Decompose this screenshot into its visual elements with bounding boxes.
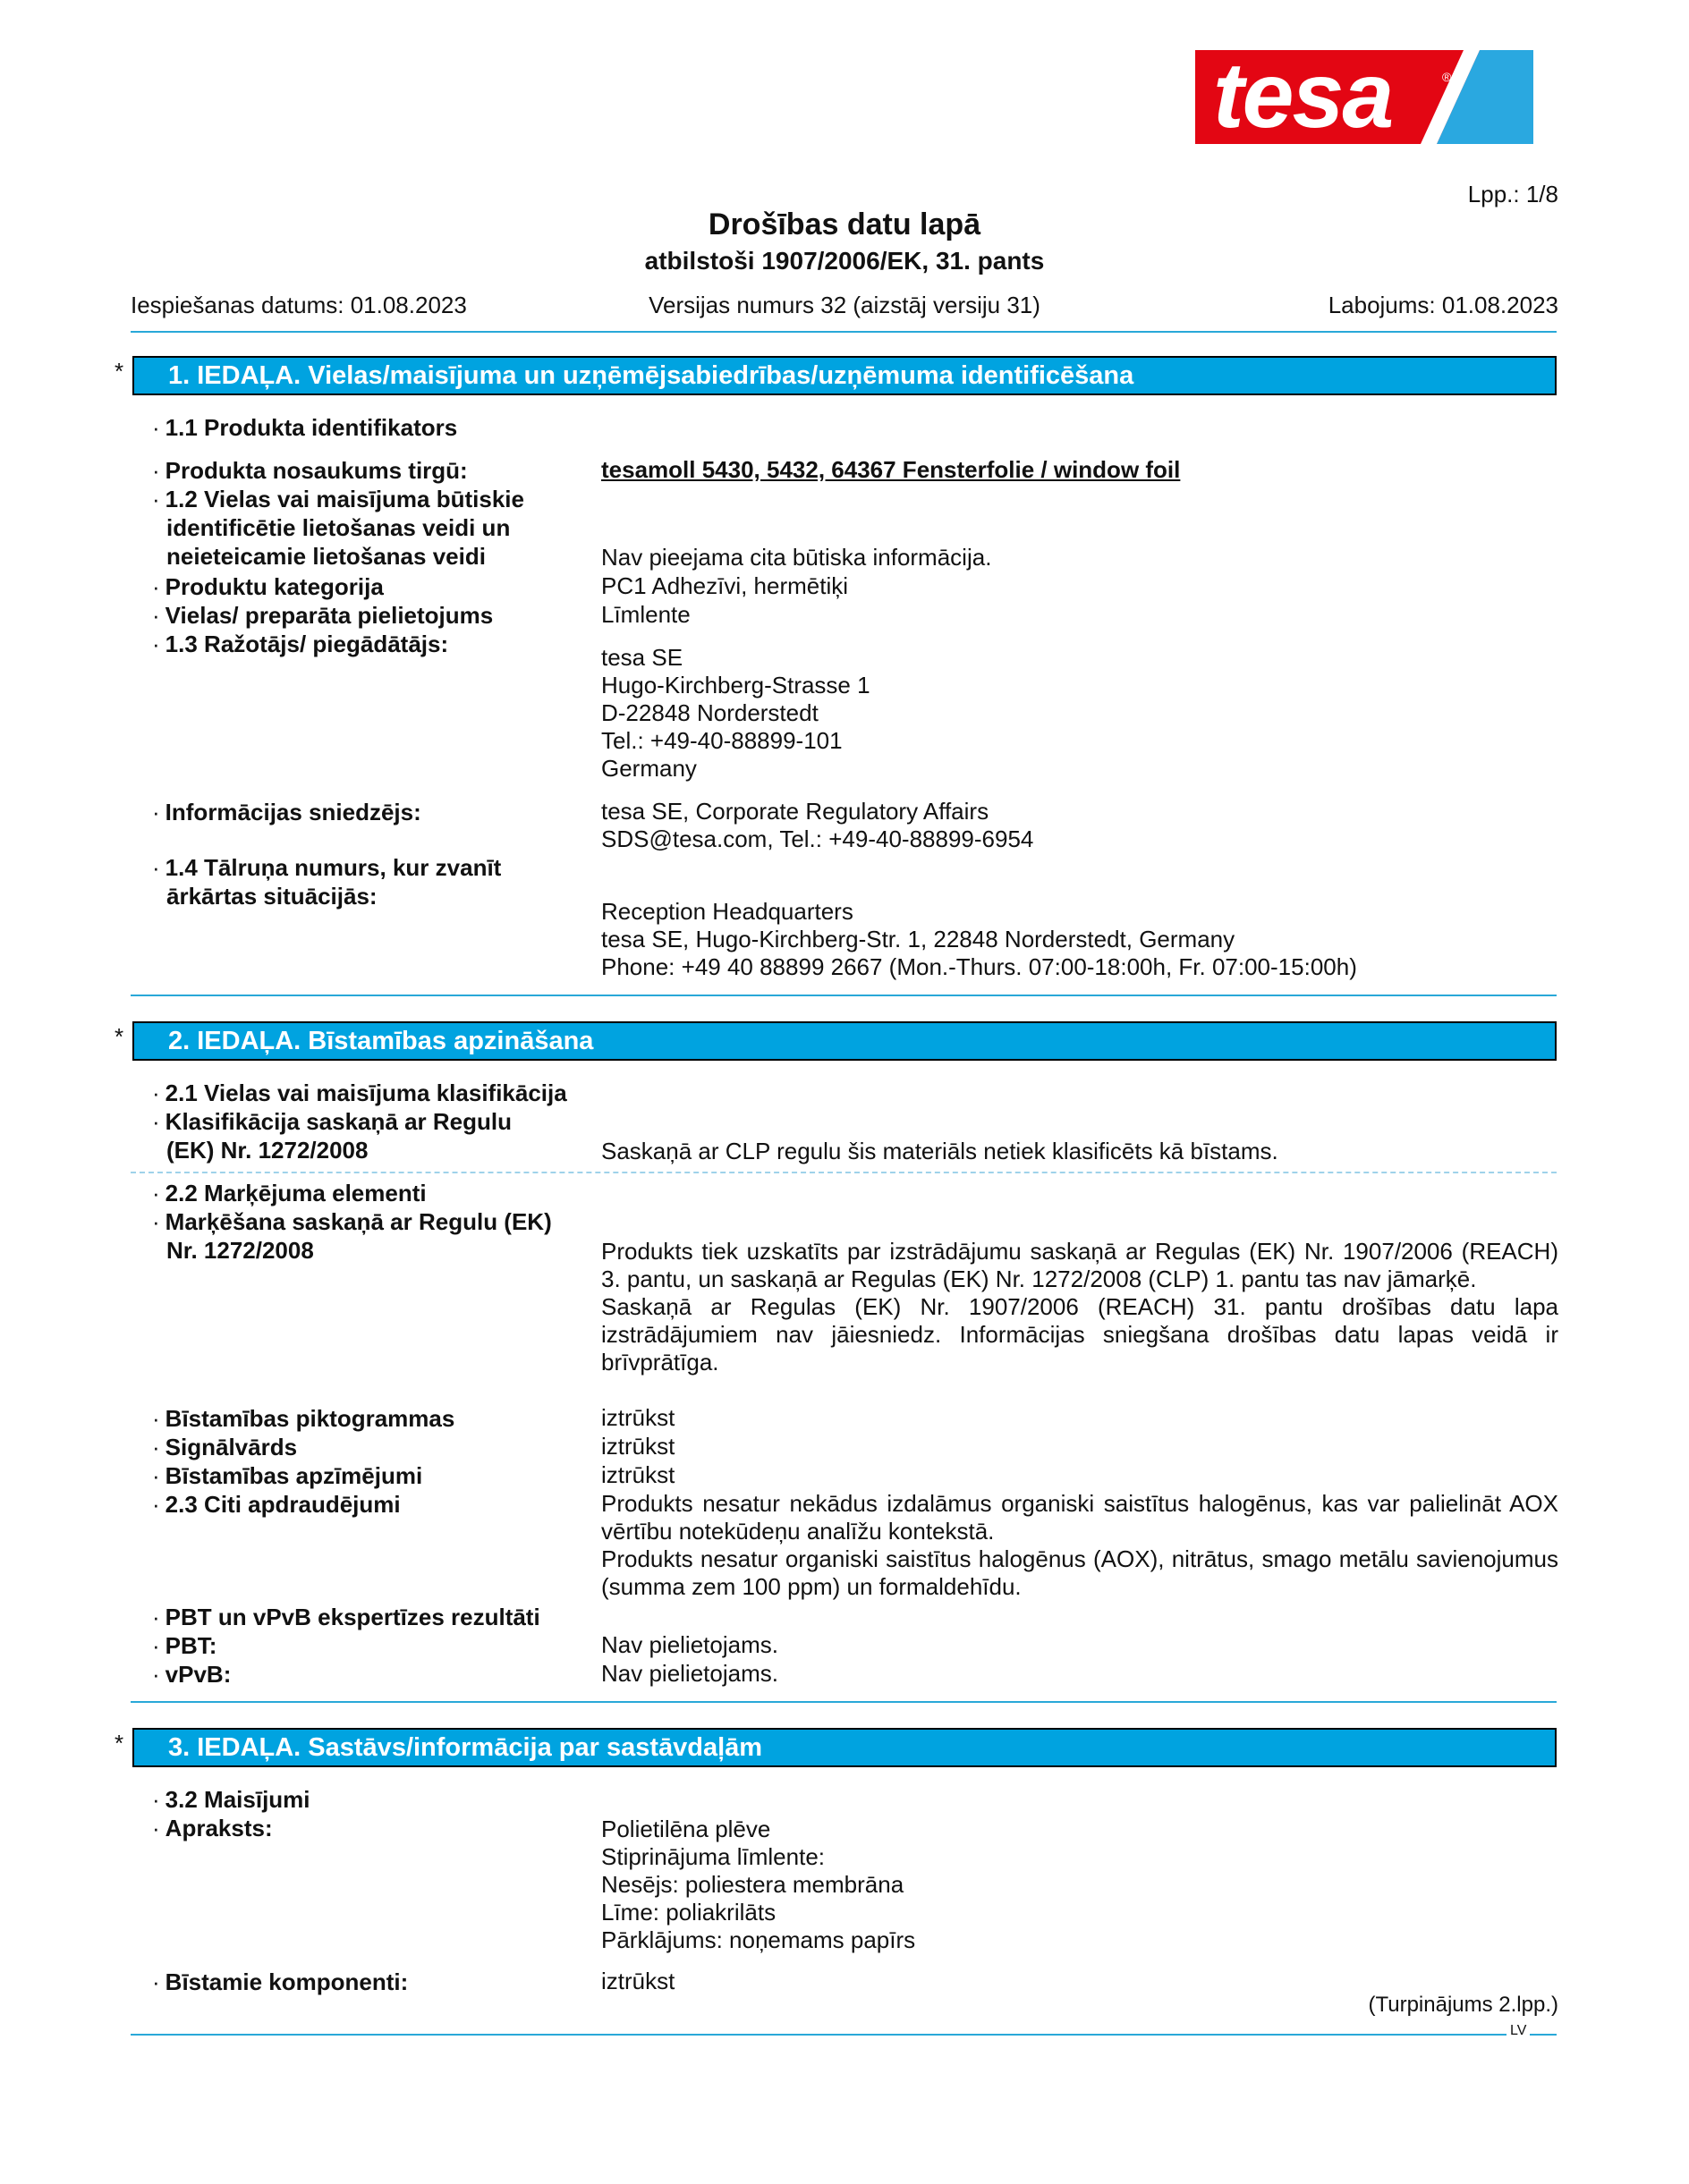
section-2-heading: 2. IEDAĻA. Bīstamības apzināšana: [132, 1021, 1557, 1061]
document-title: Drošības datu lapā: [708, 207, 981, 241]
field-value: PC1 Adhezīvi, hermētiķi: [601, 572, 849, 599]
tesa-logo: [1195, 50, 1533, 144]
field-value: Nav pielietojams.: [601, 1660, 778, 1687]
field-label: · 2.1 Vielas vai maisījuma klasifikācija: [152, 1079, 567, 1106]
labelling-text: Produkts tiek uzskatīts par izstrādājumu saskaņā ar Regulas (EK) Nr. 1907/2006 (REACH) 3. pantu, un saskaņā ar Regulas (EK) Nr. 1272/2008 (CLP) 1. pantu tas nav jāmarķē. Saskaņā ar Regulas (EK) Nr. 1907/2006 (REACH) 31. pantu drošības datu lapa izstrādājumiem nav jāiesniedz. Informācijas sniegšana drošības datu lapas veidā ir brīvprātīga.: [601, 1238, 1558, 1376]
field-value: Nav pieejama cita būtiska informācija.: [601, 544, 992, 571]
emergency-contact: Reception Headquarters tesa SE, Hugo-Kirchberg-Str. 1, 22848 Norderstedt, Germany Phone: +49 40 88899 2667 (Mon.-Thurs. 07:00-18:00h, Fr. 07:00-15:00h): [601, 898, 1357, 980]
field-value: iztrūkst: [601, 1404, 675, 1431]
field-value: Nav pielietojams.: [601, 1631, 778, 1658]
field-label: · Vielas/ preparāta pielietojums: [152, 602, 494, 629]
field-label: · 3.2 Maisījumi: [152, 1786, 310, 1813]
field-label: · 1.2 Vielas vai maisījuma būtiskie identificētie lietošanas veidi un neieteicamie lietošanas veidi: [152, 486, 524, 570]
field-label: · Klasifikācija saskaņā ar Regulu (EK) Nr. 1272/2008: [152, 1108, 512, 1164]
dashed-divider: [131, 1172, 1557, 1173]
version-number: Versijas numurs 32 (aizstāj versiju 31): [649, 292, 1040, 318]
field-label: · Apraksts:: [152, 1815, 273, 1841]
continuation-note: (Turpinājums 2.lpp.): [1368, 1993, 1558, 2017]
classification-value: Saskaņā ar CLP regulu šis materiāls netiek klasificēts kā bīstams.: [601, 1138, 1278, 1164]
field-label: · Informācijas sniedzējs:: [152, 799, 421, 825]
field-value: iztrūkst: [601, 1433, 675, 1460]
field-label: · Bīstamības piktogrammas: [152, 1405, 455, 1432]
field-label: · 2.2 Marķējuma elementi: [152, 1180, 427, 1206]
field-label: · 1.1 Produkta identifikators: [152, 414, 458, 441]
page-number: Lpp.: 1/8: [1467, 181, 1558, 207]
logo-registered-mark: ®: [1442, 70, 1452, 84]
section-1-heading: 1. IEDAĻA. Vielas/maisījuma un uzņēmējsabiedrības/uzņēmuma identificēšana: [132, 356, 1557, 395]
print-date: Iespiešanas datums: 01.08.2023: [131, 292, 467, 318]
revision-date: Labojums: 01.08.2023: [1328, 292, 1558, 318]
field-label: · PBT:: [152, 1632, 217, 1659]
section-rule: [131, 1701, 1557, 1703]
field-label: · 1.4 Tālruņa numurs, kur zvanīt ārkārtas situācijās:: [152, 854, 502, 910]
field-label: · Bīstamības apzīmējumi: [152, 1462, 423, 1489]
header-rule: [131, 331, 1557, 333]
field-label: · Produktu kategorija: [152, 573, 384, 600]
revision-marker: *: [115, 358, 124, 385]
mixture-description: Polietilēna plēve Stiprinājuma līmlente: Nesējs: poliestera membrāna Līme: poliakrilāts Pārklājums: noņemams papīrs: [601, 1816, 916, 1953]
field-label: · Signālvārds: [152, 1434, 298, 1460]
revision-marker: *: [115, 1730, 124, 1757]
field-label: · Bīstamie komponenti:: [152, 1968, 409, 1995]
revision-marker: *: [115, 1023, 124, 1050]
footer-rule: [131, 2034, 1557, 2036]
section-rule: [131, 995, 1557, 996]
manufacturer-address: tesa SE Hugo-Kirchberg-Strasse 1 D-22848 Norderstedt Tel.: +49-40-88899-101 Germany: [601, 644, 870, 782]
field-label: · 2.3 Citi apdraudējumi: [152, 1491, 401, 1518]
logo-wordmark: tesa: [1213, 50, 1393, 144]
field-label: · vPvB:: [152, 1661, 232, 1688]
product-name: tesamoll 5430, 5432, 64367 Fensterfolie / window foil: [601, 456, 1181, 483]
field-label: · PBT un vPvB ekspertīzes rezultāti: [152, 1604, 540, 1630]
field-value: Līmlente: [601, 601, 691, 628]
document-subtitle: atbilstoši 1907/2006/EK, 31. pants: [644, 247, 1045, 275]
field-label: · Marķēšana saskaņā ar Regulu (EK) Nr. 1272/2008: [152, 1208, 552, 1264]
language-code: LV: [1507, 2023, 1530, 2039]
field-value: iztrūkst: [601, 1461, 675, 1488]
field-label: · Produkta nosaukums tirgū:: [152, 457, 468, 484]
other-hazards-text: Produkts nesatur nekādus izdalāmus organiski saistītus halogēnus, kas var palielināt AOX vērtību notekūdeņu analīžu kontekstā. Produkts nesatur organiski saistītus halogēnus (AOX), nitrātus, smago metālu savienojumus (summa zem 100 ppm) un formaldehīdu.: [601, 1490, 1558, 1600]
field-label: · 1.3 Ražotājs/ piegādātājs:: [152, 631, 449, 657]
information-provider: tesa SE, Corporate Regulatory Affairs SDS@tesa.com, Tel.: +49-40-88899-6954: [601, 798, 1034, 852]
field-value: iztrūkst: [601, 1968, 675, 1994]
section-3-heading: 3. IEDAĻA. Sastāvs/informācija par sastāvdaļām: [132, 1728, 1557, 1767]
